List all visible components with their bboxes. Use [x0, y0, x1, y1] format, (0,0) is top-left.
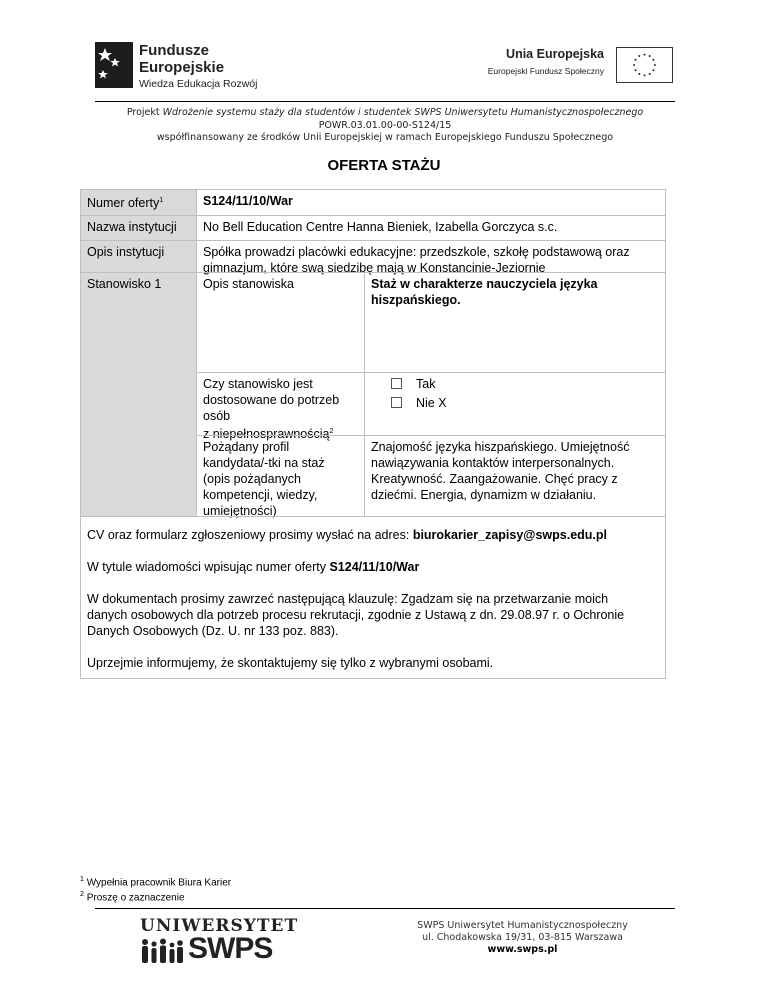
- eu-flag-icon: [616, 47, 673, 83]
- subject-number: S124/11/10/War: [329, 560, 420, 574]
- footer-address: [400, 920, 645, 956]
- footnote-2-mark: 2: [80, 891, 84, 899]
- offer-number-value: S124/11/10/War: [196, 189, 666, 216]
- accessible-options: [364, 372, 666, 436]
- project-code: POWR.03.01.00-00-S124/15: [318, 119, 452, 131]
- footnote-1-text: Wypełnia pracownik Biura Karier: [86, 877, 232, 889]
- fundusze-europejskie-logo: [95, 40, 265, 90]
- footer-website-link[interactable]: www.swps.pl: [487, 944, 558, 955]
- institution-name-label: Nazwa instytucji: [80, 215, 197, 241]
- cv-line: [87, 527, 659, 543]
- contact-notice: Uprzejmie informujemy, że skontaktujemy się tylko z wybranymi osobami.: [87, 656, 494, 670]
- accessible-label-line: Czy stanowisko jest: [203, 377, 313, 391]
- subject-text: W tytule wiadomości wpisując numer oferty: [87, 560, 330, 574]
- cv-text: CV oraz formularz zgłoszeniowy prosimy wysłać na adres:: [87, 528, 413, 542]
- clause-line: danych osobowych dla potrzeb procesu rekrutacji, zgodnie z Ustawą z dn. 29.08.97 r. o Ochronie: [87, 608, 625, 622]
- footnote-2-text: Proszę o zaznaczenie: [86, 892, 185, 904]
- accessible-label: [196, 372, 365, 442]
- option-no-label: Nie X: [416, 396, 447, 410]
- footnotes: [80, 874, 231, 905]
- project-title: Wdrożenie systemu staży dla studentów i studentek SWPS Uniwersytetu Humanistycznospołecznego: [162, 107, 644, 118]
- fe-logo-line1: Fundusze: [139, 42, 209, 59]
- footnote-1-mark: 1: [80, 876, 84, 883]
- page-title: OFERTA STAŻU: [327, 157, 441, 174]
- swps-logo-line2: SWPS: [188, 932, 273, 965]
- checkbox-yes[interactable]: [391, 378, 402, 389]
- profile-line: nawiązywania kontaktów interpersonalnych.: [371, 456, 615, 470]
- ue-logo-text: [488, 47, 604, 77]
- fe-star-mark-icon: [95, 40, 135, 90]
- people-silhouettes-icon: [140, 938, 186, 964]
- profile-label-line: kompetencji, wiedzy,: [203, 488, 318, 502]
- clause-line: W dokumentach prosimy zawrzeć następującą klauzulę: Zgadzam się na przetwarzanie moich: [87, 592, 609, 606]
- institution-desc-line: Spółka prowadzi placówki edukacyjne: przedszkole, szkołę podstawową oraz: [203, 245, 630, 259]
- institution-desc-label: Opis instytucji: [80, 240, 197, 273]
- contact-box: [80, 516, 666, 679]
- swps-logo-line1: UNIWERSYTET: [140, 916, 299, 936]
- footer-address-line: SWPS Uniwersytet Humanistycznospołeczny: [417, 920, 628, 931]
- option-yes: [391, 376, 659, 392]
- footer-address-line: ul. Chodakowska 19/31, 03-815 Warszawa: [422, 932, 623, 943]
- option-yes-label: Tak: [416, 377, 436, 391]
- profile-line: dziećmi. Energia, dynamizm w działaniu.: [371, 488, 597, 502]
- position-desc-line: hiszpańskiego.: [371, 293, 461, 307]
- project-cofinance: współfinansowany ze środków Unii Europejskiej w ramach Europejskiego Funduszu Społecznego: [156, 132, 614, 143]
- ue-logo-title: Unia Europejska: [506, 47, 604, 61]
- offer-number-label: Numer oferty: [87, 196, 160, 211]
- offer-number-label-cell: [80, 189, 197, 216]
- fe-logo-line3: Wiedza Edukacja Rozwój: [139, 78, 258, 90]
- header-divider: [95, 101, 675, 102]
- accessible-label-line: dostosowane do potrzeb: [203, 393, 340, 407]
- project-info: [60, 107, 710, 145]
- position-desc-value: [364, 272, 666, 373]
- fe-logo-line2: Europejskie: [139, 59, 225, 76]
- institution-desc-line: gimnazjum, które swą siedzibę mają w Konstancinie-Jeziornie: [203, 261, 546, 275]
- institution-desc-value: [196, 240, 666, 273]
- clause: [87, 591, 659, 639]
- accessible-footnote-mark: 2: [329, 428, 334, 435]
- profile-label-line: (opis pożądanych: [203, 472, 301, 486]
- clause-line: Danych Osobowych (Dz. U. nr 133 poz. 883).: [87, 624, 339, 638]
- accessible-label-line: osób: [203, 409, 231, 423]
- project-line: [60, 107, 710, 120]
- footnote-2: [80, 889, 231, 904]
- profile-value: [364, 435, 666, 517]
- profile-label: [196, 435, 365, 517]
- profile-label-line: kandydata/-tki na staż: [203, 456, 325, 470]
- position-label: Stanowisko 1: [80, 272, 197, 517]
- offer-number-footnote-mark: 1: [159, 197, 164, 204]
- project-prefix: Projekt: [126, 107, 163, 118]
- profile-line: Kreatywność. Zaangażowanie. Chęć pracy z: [371, 472, 618, 486]
- swps-logo: [140, 916, 299, 966]
- profile-label-line: Pożądany profil: [203, 440, 290, 454]
- subject-line: [87, 559, 659, 575]
- ue-logo-subtitle: Europejski Fundusz Społeczny: [487, 66, 604, 76]
- footer-divider: [95, 908, 675, 909]
- footnote-1: [80, 874, 231, 889]
- position-desc-label: Opis stanowiska: [196, 272, 365, 373]
- profile-label-line: umiejętności): [203, 504, 277, 518]
- institution-name-value: No Bell Education Centre Hanna Bieniek, Izabella Gorczyca s.c.: [196, 215, 666, 241]
- contact-email-link[interactable]: biurokarier_zapisy@swps.edu.pl: [412, 528, 608, 542]
- profile-line: Znajomość języka hiszpańskiego. Umiejętność: [371, 440, 630, 454]
- accessible-label-line: z niepełnosprawnością: [203, 427, 330, 442]
- checkbox-no[interactable]: [391, 397, 402, 408]
- option-no: [391, 395, 659, 411]
- position-desc-line: Staż w charakterze nauczyciela języka: [371, 277, 598, 291]
